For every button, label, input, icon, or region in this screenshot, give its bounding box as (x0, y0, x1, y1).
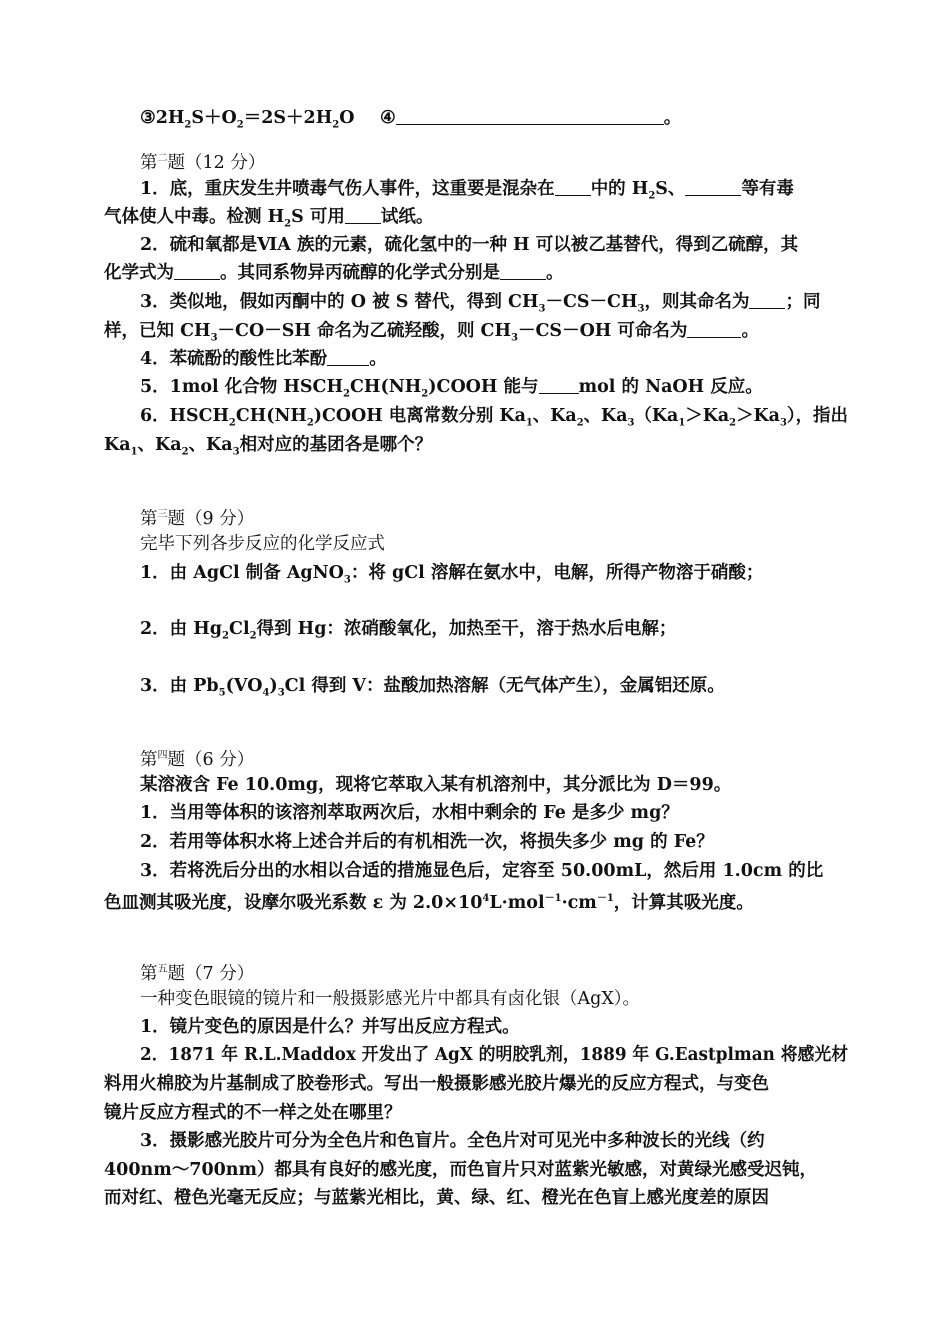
question-text: 3．摄影感光胶片可分为全色片和色盲片。全色片对可见光中多种波长的光线（约 (140, 1131, 765, 1151)
question-text: mol 的 NaOH 反应。 (578, 377, 763, 397)
question-text: 3．类似地，假如丙酮中的 O 被 S 替代，得到 CH (140, 292, 539, 312)
answer-blank[interactable] (555, 177, 591, 196)
equation-text: ＝2S＋2H (243, 108, 333, 128)
answer-line-4 (380, 104, 681, 132)
subscript: 2 (228, 417, 236, 429)
question-text: 试纸。 (380, 207, 434, 227)
section-4-intro (140, 771, 731, 799)
question-text: （Ka (634, 406, 679, 426)
subscript: 2 (648, 190, 656, 202)
question-5-2-cont2 (104, 1099, 402, 1127)
subscript: 2 (222, 630, 230, 642)
superscript: －1 (544, 893, 562, 904)
question-text: Ka (104, 435, 131, 455)
subscript: 2 (421, 388, 429, 400)
question-text: 色皿测其吸光度，设摩尔吸光系数 ε 为 2.0×10 (104, 892, 483, 913)
subscript: 3 (627, 417, 635, 429)
question-text: 2．1871 年 R.L.Maddox 开发出了 AgX 的明胶乳剂，1889 年 G.Eastplman 将感光材 (140, 1045, 849, 1065)
question-text: 。其同系物异丙硫醇的化学式分别是 (220, 263, 500, 283)
title-text: 题（12 分） (167, 152, 266, 173)
superscript: 4 (482, 893, 490, 904)
question-text: CH(NH (235, 406, 307, 426)
question-text: 、Ka (137, 435, 182, 455)
answer-blank[interactable] (539, 375, 579, 394)
question-4-3-cont (104, 885, 754, 917)
answer-blank[interactable] (345, 205, 381, 224)
answer-blank[interactable] (749, 290, 785, 309)
question-text: 2．硫和氧都是ⅥA 族的元素，硫化氢中的一种 H 可以被乙基替代，得到乙硫醇，其 (140, 235, 799, 255)
equation-text: S＋O (191, 108, 237, 128)
subscript: 2 (181, 446, 189, 458)
question-text: 3．由 Pb (140, 676, 219, 696)
question-text: 样，已知 CH (104, 321, 211, 341)
question-text: 1．当用等体积的该溶剂萃取两次后，水相中剩余的 Fe 是多少 mg？ (140, 803, 679, 823)
equation-line (140, 104, 354, 140)
intro-text: 一种变色眼镜的镜片和一般摄影感光片中都具有卤化银（AgX）。 (140, 989, 641, 1009)
subscript: 5 (218, 687, 226, 699)
answer-blank[interactable] (327, 347, 369, 366)
subscript: 1 (130, 446, 138, 458)
question-text: ，则其命名为 (644, 292, 750, 312)
intro-text: 某溶液含 Fe 10.0mg，现将它萃取入某有机溶剂中，其分派比为 D＝99。 (140, 775, 732, 795)
question-text: 1．由 AgCl 制备 AgNO (140, 563, 344, 583)
subscript: 2 (184, 119, 192, 131)
question-text: ：将 gCl 溶解在氨水中，电解，所得产物溶于硝酸； (350, 563, 764, 583)
question-text: ），指出 (786, 406, 848, 426)
question-text: 6．HSCH (140, 406, 229, 426)
subscript: 3 (232, 446, 240, 458)
superscript: 五 (157, 964, 168, 975)
question-text: 料用火棉胶为片基制成了胶卷形式。写出一般摄影感光胶片爆光的反应方程式，与变色 (104, 1074, 769, 1094)
subscript: 3 (210, 332, 218, 344)
question-text: 等有毒 (741, 179, 794, 199)
question-text: ＞Ka (736, 406, 780, 426)
question-5-2 (140, 1041, 848, 1069)
section-3-title (140, 501, 254, 533)
question-text: 得到 Hg：浓硝酸氧化，加热至干，溶于热水后电解； (256, 619, 677, 639)
section-4-title (140, 742, 254, 774)
question-text: 、Ka (188, 435, 233, 455)
title-text: 题（6 分） (167, 749, 255, 770)
question-text: Cl 得到 V：盐酸加热溶解（无气体产生），金属铝还原。 (284, 676, 725, 696)
section-5-intro (140, 985, 640, 1013)
subscript: 2 (343, 388, 350, 400)
question-5-3-cont (104, 1156, 817, 1184)
question-text: S、 (655, 179, 686, 199)
section-2-title (140, 145, 265, 177)
intro-text: 完毕下列各步反应的化学反应式 (140, 534, 385, 554)
title-text: 第 (140, 152, 158, 173)
title-text: 题（7 分） (167, 963, 255, 984)
question-text: S 可用 (291, 207, 345, 227)
equation-text: ③2H (140, 108, 185, 128)
question-4-2 (140, 828, 714, 856)
question-text: 化学式为 (104, 263, 174, 283)
superscript: －1 (596, 893, 614, 904)
question-text: 而对红、橙色光毫无反应；与蓝紫光相比，黄、绿、红、橙光在色盲上感光度差的原因 (104, 1188, 769, 1208)
question-text: 相对应的基团各是哪个？ (239, 435, 433, 455)
answer-blank[interactable] (396, 106, 664, 125)
question-text: (VO (225, 676, 263, 696)
equation-text: O (339, 108, 355, 128)
question-3-2 (140, 615, 676, 651)
answer-blank[interactable] (174, 261, 220, 280)
question-text: －CS－CH (545, 292, 638, 312)
question-text: 400nm～700nm）都具有良好的感光度，而色盲片只对蓝紫光敏感，对黄绿光感受迟钝， (104, 1160, 818, 1180)
question-text: ·cm (561, 892, 597, 913)
question-text: ) (269, 676, 278, 696)
question-text: 4．苯硫酚的酸性比苯酚 (140, 349, 328, 369)
subscript: 3 (277, 687, 285, 699)
subscript: 3 (343, 574, 351, 586)
question-2-4 (140, 345, 387, 373)
question-text: 。 (546, 263, 564, 283)
title-text: 题（9 分） (167, 508, 255, 529)
question-text: 、Ka (583, 406, 628, 426)
question-text: 3．若将洗后分出的水相以合适的措施显色后，定容至 50.00mL，然后用 1.0cm 的比 (140, 861, 824, 881)
question-5-3-cont2 (104, 1184, 769, 1212)
question-3-1 (140, 559, 763, 595)
punctuation: 。 (663, 108, 682, 128)
question-text: L·mol (489, 892, 545, 913)
subscript: 3 (637, 303, 645, 315)
subscript: 2 (284, 218, 292, 230)
subscript: 2 (249, 630, 257, 642)
superscript: 三 (157, 509, 168, 520)
question-text: 2．由 Hg (140, 619, 223, 639)
question-text: 1．底，重庆发生井喷毒气伤人事件，这重要是混杂在 (140, 179, 555, 199)
subscript: 4 (262, 687, 270, 699)
question-text: －CS－OH 可命名为 (518, 321, 688, 341)
question-text: 5．1mol 化合物 HSCH (140, 377, 344, 397)
answer-blank[interactable] (687, 319, 741, 338)
subscript: 1 (525, 417, 533, 429)
question-text: 。 (741, 321, 759, 341)
subscript: 3 (779, 417, 787, 429)
question-text: 2．若用等体积水将上述合并后的有机相洗一次，将损失多少 mg 的 Fe？ (140, 832, 714, 852)
title-text: 第 (140, 508, 158, 529)
question-2-2 (140, 231, 798, 259)
superscript: 二 (157, 153, 168, 164)
question-text: )COOH 电离常数分别 Ka (313, 406, 526, 426)
question-2-6-cont (104, 431, 432, 467)
section-3-intro (140, 530, 385, 558)
subscript: 2 (306, 417, 314, 429)
question-4-3 (140, 857, 823, 885)
subscript: 2 (236, 119, 244, 131)
question-text: )COOH 能与 (428, 377, 539, 397)
superscript: 四 (157, 750, 168, 761)
question-5-2-cont (104, 1070, 769, 1098)
item-number: ④ (380, 108, 396, 128)
question-text: 中的 H (590, 179, 649, 199)
subscript: 2 (729, 417, 737, 429)
question-3-3 (140, 672, 725, 708)
question-4-1 (140, 799, 679, 827)
question-text: ＞Ka (685, 406, 730, 426)
question-text: ，计算其吸光度。 (613, 892, 754, 913)
question-text: 。 (369, 349, 387, 369)
question-text: 、Ka (532, 406, 577, 426)
title-text: 第 (140, 963, 158, 984)
question-text: 镜片反应方程式的不一样之处在哪里？ (104, 1103, 402, 1123)
section-5-title (140, 956, 254, 988)
question-text: ；同 (785, 292, 821, 312)
question-text: Cl (229, 619, 250, 639)
subscript: 3 (538, 303, 546, 315)
subscript: 2 (332, 119, 340, 131)
question-5-1 (140, 1013, 520, 1041)
question-text: CH(NH (349, 377, 422, 397)
answer-blank[interactable] (500, 261, 546, 280)
question-text: 气体使人中毒。检测 H (104, 207, 285, 227)
subscript: 2 (576, 417, 584, 429)
title-text: 第 (140, 749, 158, 770)
question-5-3 (140, 1127, 765, 1155)
subscript: 3 (511, 332, 518, 344)
question-text: －CO－SH 命名为乙硫羟酸，则 CH (217, 321, 512, 341)
question-text: 1．镜片变色的原因是什么？并写出反应方程式。 (140, 1017, 520, 1037)
question-2-2-cont (104, 259, 564, 287)
subscript: 1 (678, 417, 686, 429)
answer-blank[interactable] (685, 177, 741, 196)
